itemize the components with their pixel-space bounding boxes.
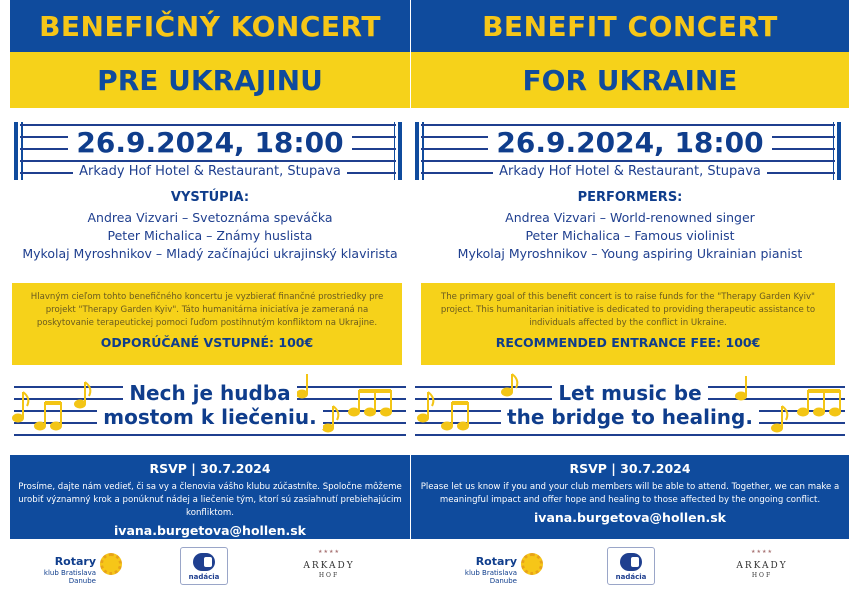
rsvp-text: Please let us know if you and your club members will be able to attend. Together, we can make a meaningful impact and offer hope and healing to those affected by the ongoing conflict. (420, 482, 840, 505)
entrance-fee: ODPORÚČANÉ VSTUPNÉ: 100€ (100, 335, 314, 350)
motto-line-2: mostom k liečeniu. (97, 405, 322, 429)
rsvp-text: Prosíme, dajte nám vedieť, či sa vy a členovia vášho klubu zúčastníte. Spoločne môžeme urobiť významný krok a ponúknuť nádej a liečenie tým, ktorí sú zasiahnutí prebiehajúcim konfliktom. (18, 482, 402, 518)
sponsor-logos (10, 545, 410, 595)
flyer-subtitle: FOR UKRAINE (522, 63, 738, 97)
performer-item: Mykolaj Myroshnikov – Mladý začínajúci ukrajinský klavirista (22, 246, 398, 261)
performer-item: Peter Michalica – Známy huslista (107, 228, 313, 243)
performers-heading: VYSTÚPIA: (170, 190, 250, 205)
goal-box (12, 283, 402, 365)
rotary-wheel-icon (521, 553, 543, 575)
motto-line-1: Let music be (552, 381, 707, 405)
entrance-fee: RECOMMENDED ENTRANCE FEE: 100€ (495, 335, 761, 350)
event-venue: Arkady Hof Hotel & Restaurant, Stupava (493, 164, 767, 179)
rsvp-heading: RSVP | 30.7.2024 (569, 461, 691, 476)
rsvp-section (10, 455, 410, 539)
hollen-nadacia-logo: nadácia (607, 547, 655, 585)
hollen-logo-icon (193, 553, 215, 571)
motto-line-2: the bridge to healing. (501, 405, 759, 429)
performers-section (411, 190, 849, 263)
rsvp-heading: RSVP | 30.7.2024 (149, 461, 271, 476)
motto-line-1: Nech je hudba (123, 381, 296, 405)
subtitle-band (411, 52, 849, 108)
arkady-hof-logo: ★★★★ ARKADY HOF (736, 549, 788, 579)
event-date: 26.9.2024, 18:00 (488, 128, 771, 158)
rsvp-section (411, 455, 849, 539)
flyer-title: BENEFIČNÝ KONCERT (39, 9, 381, 43)
flyer-english (411, 0, 849, 599)
performers-section (10, 190, 410, 263)
goal-box (421, 283, 835, 365)
performers-heading: PERFORMERS: (577, 190, 683, 205)
event-date: 26.9.2024, 18:00 (68, 128, 351, 158)
rsvp-email-link[interactable]: ivana.burgetova@hollen.sk (534, 510, 726, 525)
subtitle-band (10, 52, 410, 108)
sponsor-logos (411, 545, 849, 595)
goal-text: Hlavným cieľom tohto benefičného koncertu je vyzbierať finančné prostriedky pre projekt "Therapy Garden Kyiv". Táto humanitárna iniciatíva je zameraná na poskytovanie terapeutickej pomoci ľuďom postihnutým konfliktom na Ukrajine. (30, 292, 384, 328)
flyer-title: BENEFIT CONCERT (482, 9, 778, 43)
motto (411, 381, 849, 429)
event-venue: Arkady Hof Hotel & Restaurant, Stupava (73, 164, 347, 179)
title-band (411, 0, 849, 52)
goal-text: The primary goal of this benefit concert is to raise funds for the "Therapy Garden Kyiv" project. This humanitarian initiative is dedicated to providing therapeutic assistance to individuals affected by the conflict in Ukraine. (440, 292, 816, 328)
flyer-subtitle: PRE UKRAJINU (97, 63, 323, 97)
title-band (10, 0, 410, 52)
rsvp-email-link[interactable]: ivana.burgetova@hollen.sk (114, 523, 306, 538)
arkady-hof-logo: ★★★★ ARKADY HOF (303, 549, 355, 579)
hollen-logo-icon (620, 553, 642, 571)
performer-item: Andrea Vizvari – World-renowned singer (505, 210, 755, 225)
hollen-nadacia-logo: nadácia (180, 547, 228, 585)
motto (10, 381, 410, 429)
rotary-logo: Rotary klub Bratislava Danube (461, 547, 551, 591)
rotary-logo: Rotary klub Bratislava Danube (40, 547, 130, 591)
flyer-slovak (10, 0, 410, 599)
performer-item: Andrea Vizvari – Svetoznáma speváčka (87, 210, 333, 225)
rotary-wheel-icon (100, 553, 122, 575)
performer-item: Peter Michalica – Famous violinist (525, 228, 735, 243)
performer-item: Mykolaj Myroshnikov – Young aspiring Ukrainian pianist (457, 246, 803, 261)
